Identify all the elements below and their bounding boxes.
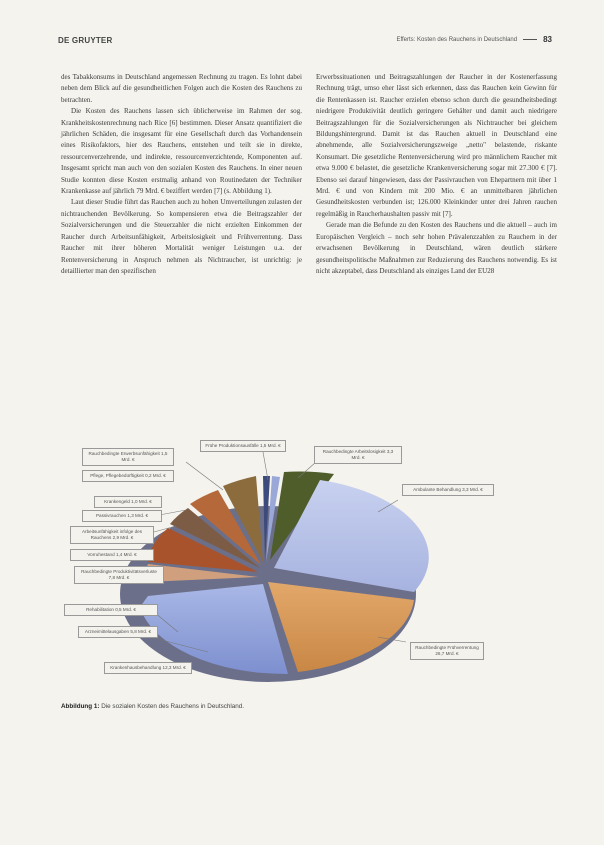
- figure-caption: [61, 703, 244, 710]
- caption-label: Abbildung 1:: [61, 703, 100, 710]
- label-pflege: Pflege, Pflegebedürftigkeit 0,2 Mrd. €: [82, 470, 174, 482]
- label-krankenhausbehandlung: Krankenhausbehandlung 12,3 Mrd. €: [104, 662, 192, 674]
- label-fruehverrentung: Rauchbedingte Frühverrentung 26,7 Mrd. €: [410, 642, 484, 660]
- label-arzneimittelausgaben: Arzneimittelausgaben 5,8 Mrd. €: [78, 626, 158, 638]
- header-rule: [523, 39, 537, 40]
- label-ambulante-behandlung: Ambulante Behandlung 3,3 Mrd. €: [402, 484, 494, 496]
- caption-text: Die sozialen Kosten des Rauchens in Deutschland.: [101, 703, 245, 710]
- left-column: [61, 72, 302, 277]
- label-produktivitaetsverluste: Rauchbedingte Produktivitätsverluste 7,8 Mrd. €: [74, 566, 164, 584]
- pie-figure: [58, 432, 548, 692]
- label-passivrauchen: Passivrauchen 1,3 Mrd. €: [82, 510, 162, 522]
- running-header: [396, 35, 552, 44]
- running-title: Efferts: Kosten des Rauchens in Deutschland: [396, 36, 518, 43]
- page-number: 83: [543, 35, 552, 44]
- paragraph: Gerade man die Befunde zu den Kosten des Rauchens und die aktuell – auch im Europäischen Vergleich – noch sehr hohen Prävalenzzahlen zu Rauchern in der erwachsenen Bevölkerung in Deutschland, wären deutlich stärkere gesundheitspolitische Maßnahmen zur Reduzierung des Rauchens notwendig. Es ist nicht akzeptabel, dass Deutschland als einziges Land der EU28: [316, 221, 557, 275]
- paragraph: des Tabakkonsums in Deutschland angemessen Rechnung zu tragen. Es lohnt dabei neben dem Blick auf die gesundheitlichen Folgen auch die Kosten des Rauchens zu betrachten.: [61, 73, 302, 104]
- label-erwerbsunfaehigkeit: Rauchbedingte Erwerbsunfähigkeit 1,5 Mrd. €: [82, 448, 174, 466]
- publisher-name: DE GRUYTER: [58, 36, 113, 45]
- label-krankengeld: Krankengeld 1,0 Mrd. €: [94, 496, 162, 508]
- label-fruehe-produktionsausfaelle: Frühe Produktionsausfälle 1,5 Mrd. €: [200, 440, 286, 452]
- paragraph: Erwerbssituationen und Beitragszahlungen der Raucher in der Kostenerfassung Rechnung trägt, umso eher lässt sich erkennen, dass das Rauchen kein Gewinn für die Rentenkassen ist. Raucher erzielen ebenso schon durch die gesundheitsbedingt niedrigere Produktivität deutlich geringere Gehälter und damit auch niedrigere Beitragszahlungen für die Sozialversicherungen als Nichtraucher bei gleichem Bildungshintergrund. Damit ist das Rauchen aktuell in Deutschland eine abnehmende, alle Sozialversicherungszweige „netto" belastende, riskante Konsumart. Die gesetzliche Rentenversicherung wird pro männlichem Raucher mit etwa 9.000 € belastet, die gesetzliche Krankenversicherung sogar mit 27.300 € [7]. Ebenso sei darauf hingewiesen, dass der Passivrauchen von Ehepartnern mit über 1 Mrd. € und von Kindern mit 200 Mio. € an unmittelbaren jährlichen Gesundheitskosten verbunden ist; 126.000 Kleinkinder unter drei Jahren rauchen regelmäßig in Raucherhaushalten passiv mit [7].: [316, 73, 557, 218]
- paragraph: Die Kosten des Rauchens lassen sich üblicherweise im Rahmen der sog. Krankheitskostenrechnung nach Rice [6] bestimmen. Dieser Ansatz quantifiziert die jährlichen Schäden, die insgesamt für eine Gesellschaft durch das Vorhandensein eines Risikofaktors, hier des Rauchens, entstehen und teilt sie in direkte, ressourcenverzehrende, und indirekte, ressourcenverzichtende, Komponenten auf. Insgesamt spricht man auch von den sozialen Kosten des Rauchens. In einer neuen Studie konnten diese Kosten erstmalig anhand von Routinedaten der Techniker Krankenkasse auf jährlich 79 Mrd. € beziffert werden [7] (s. Abbildung 1).: [61, 107, 302, 196]
- label-arbeitsunfaehigkeit: Arbeitsunfähigkeit infolge des Rauchens 2,9 Mrd. €: [70, 526, 154, 544]
- label-vorruhestand: Vorruhestand 1,4 Mrd. €: [70, 549, 154, 561]
- slice-krankenhausbehandlung: [140, 584, 288, 674]
- paragraph: Laut dieser Studie führt das Rauchen auch zu hohen Umverteilungen zulasten der nichtrauchenden Bevölkerung. So kompensieren etwa die Beitragszahler der Sozialversicherungen und die Steuerzahler die nicht erzielten Einkommen der Raucher durch Arbeitsunfähigkeit, Arbeitslosigkeit und Frühverrentung. Dass Raucher mit ihrer höheren Mortalität weniger Leistungen u.a. der Rentenversicherung in Anspruch nehmen als Nichtraucher, ist unrichtig: je detaillierter man den spezifischen: [61, 198, 302, 275]
- label-arbeitslosigkeit: Rauchbedingte Arbeitslosigkeit 3,3 Mrd. €: [314, 446, 402, 464]
- label-rehabilitation: Rehabilitation 0,5 Mrd. €: [64, 604, 158, 616]
- right-column: [316, 72, 557, 277]
